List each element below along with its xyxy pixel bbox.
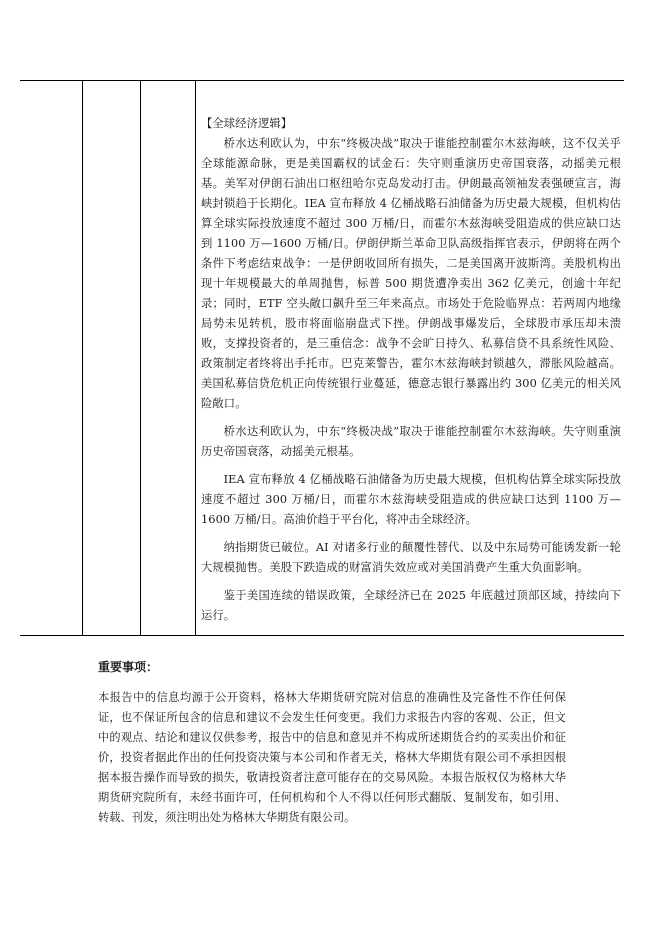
section-heading: 【全球经济逻辑】 (201, 117, 293, 130)
paragraph: 桥水达利欧认为，中东“终极决战”取决于谁能控制霍尔木兹海峡，这不仅关乎全球能源命脉，更是美国霸权的试金石：失守则重演历史帝国衰落，动摇美元根基。美军对伊朗石油出口枢纽哈尔克岛发动打击。伊朗最高领袖发表强硬宣言，海峡封锁趋于长期化。IEA 宣布释放 4 亿桶战略石油储备为历史最大规模，但机构估算全球实际投放速度不超过 300 万桶/日，而霍尔木兹海峡受阻造成的供应缺口达到 1100 万—1600 万桶/日。伊朗伊斯兰革命卫队高级指挥官表示，伊朗将在两个条件下考虑结束战争：一是伊朗收回所有损失，二是美国离开波斯湾。美股机构出现十年规模最大的单周抛售，标普 500 期货遭净卖出 362 亿美元，创逾十年纪录；同时，ETF 空头敞口飙升至三年来高点。市场处于危险临界点：若两周内地缘局势未见转机，股市将面临崩盘式下挫。伊朗战事爆发后，全球股市承压却未溃败，支撑投资者的，是三重信念：战争不会旷日持久、私募信贷不具系统性风险、政策制定者终将出手托市。巴克莱警告，霍尔木兹海峡封锁越久，滞胀风险越高。美国私募信贷危机正向传统银行业蔓延，德意志银行暴露出约 300 亿美元的相关风险敞口。 (201, 137, 621, 410)
column-divider (195, 81, 196, 635)
disclaimer-section (98, 658, 566, 828)
global-logic-cell (201, 111, 621, 634)
report-table (20, 80, 624, 636)
disclaimer-title: 重要事项： (98, 660, 159, 674)
paragraph: 纳指期货已破位。AI 对诸多行业的颠覆性替代、以及中东局势可能诱发新一轮大规模抛售。美股下跌造成的财富消失效应或对美国消费产生重大负面影响。 (201, 541, 621, 574)
column-divider (82, 81, 83, 635)
paragraph: 桥水达利欧认为，中东“终极决战”取决于谁能控制霍尔木兹海峡。失守则重演历史帝国衰落，动摇美元根基。 (201, 425, 621, 458)
column-divider (140, 81, 141, 635)
disclaimer-body: 本报告中的信息均源于公开资料，格林大华期货研究院对信息的准确性及完备性不作任何保证，也不保证所包含的信息和建议不会发生任何变更。我们力求报告内容的客观、公正，但文中的观点、结论和建议仅供参考，报告中的信息和意见并不构成所述期货合约的买卖出价和征价，投资者据此作出的任何投资决策与本公司和作者无关，格林大华期货有限公司不承担因根据本报告操作而导致的损失，敬请投资者注意可能存在的交易风险。本报告版权仅为格林大华期货研究院所有，未经书面许可，任何机构和个人不得以任何形式翻版、复制发布，如引用、转载、刊发，须注明出处为格林大华期货有限公司。 (98, 691, 566, 824)
paragraph: 鉴于美国连续的错误政策，全球经济已在 2025 年底越过顶部区域，持续向下运行。 (201, 589, 621, 622)
paragraph: IEA 宣布释放 4 亿桶战略石油储备为历史最大规模，但机构估算全球实际投放速度不超过 300 万桶/日，而霍尔木兹海峡受阻造成的供应缺口达到 1100 万—1600 万桶/日。高油价趋于平台化，将冲击全球经济。 (201, 473, 621, 526)
